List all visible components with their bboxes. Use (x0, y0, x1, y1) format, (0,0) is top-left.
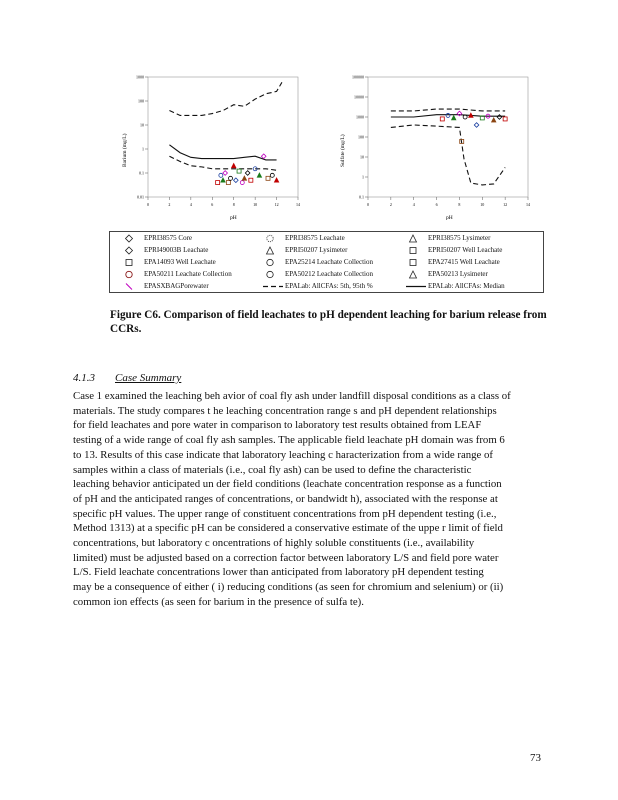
y-tick-label: 1 (142, 146, 144, 152)
paragraph-line: common ion effects (as seen for barium in the presence of sulfa te). (73, 595, 364, 608)
paragraph-line: materials. The study compares t he leaching concentration range s and pH dependent relationships (73, 404, 497, 417)
circle-marker-icon (263, 269, 283, 280)
y-tick-label: 1 (362, 174, 364, 180)
paragraph-line: Method 1313) at a specific pH can be considered a conservative estimate of the uppe r limit of field (73, 522, 503, 535)
diamond-marker-icon (122, 245, 142, 256)
y-tick-label: 0.1 (359, 194, 364, 200)
paragraph-line: for field leachates and pore water in comparison to laboratory test results obtained from LEAF (73, 419, 482, 432)
x-tick-label: 14 (526, 202, 530, 207)
barium-y-ticks (136, 75, 148, 200)
sulfate-chart (336, 72, 536, 222)
paragraph-line: specific pH values. The upper range of constituent concentrations from pH dependent testing (i.e., (73, 507, 497, 520)
y-tick-label: 0.01 (137, 194, 144, 200)
paragraph-line: of pH and the anticipated ranges of concentrations, or bandwidt h), associated with the response at (73, 492, 498, 505)
square-marker-icon (122, 257, 142, 268)
y-tick-label: 1000 (136, 74, 144, 80)
x-tick-label: 2 (168, 202, 171, 207)
square-marker-icon (406, 257, 426, 268)
x-tick-label: 6 (211, 202, 214, 207)
y-tick-label: 10000 (354, 94, 364, 100)
triangle-marker-icon (406, 269, 426, 280)
x-tick-label: 4 (189, 202, 192, 207)
x-tick-label: 10 (253, 202, 258, 207)
sulfate-x-ticks (367, 197, 530, 207)
y-tick-label: 100000 (352, 74, 364, 80)
y-tick-label: 1000 (356, 114, 364, 120)
sulfate-plot-area (368, 77, 528, 197)
sulfate-y-axis-label: Sulfate (mg/L) (340, 134, 346, 167)
y-tick-label: 10 (140, 122, 144, 128)
body-paragraph (73, 389, 548, 610)
triangle-marker-icon (406, 233, 426, 244)
section-number: 4.1.3 (73, 372, 95, 384)
diamond-marker-icon (122, 233, 142, 244)
paragraph-line: samples within a class of materials (i.e., coal fly ash) can be used to define the characteristic (73, 463, 472, 476)
paragraph-line: to 13. Results of this case indicate that laboratory leaching c haracterization from a wide range of (73, 448, 494, 461)
sulfate-x-axis-label: pH (446, 215, 453, 221)
figure-caption: Figure C6. Comparison of field leachates to pH dependent leaching for barium release from CCRs. (110, 309, 547, 335)
barium-chart (118, 72, 308, 222)
sulfate-y-ticks (352, 75, 368, 200)
x-tick-label: 0 (147, 202, 149, 207)
slash-marker-icon (122, 281, 142, 292)
figure-legend: EPRI38575 Core EPRI38575 Leachate EPRI38575 Lysimeter EPRI49003B Leachate EPRI50207 Lysimeter EPRI50207 Well Leachate EPA14093 Well Leachate EPA25214 Leachate Collection EPA27415 Well Leachate EPA50211 Leachate Collection EPA50212 Leachate Collection EPA50213 Lysimeter EPASXBAGPorewater EPALab: AllCFAs: 5th, 95th % EPALab: AllCFAs: Median (109, 231, 544, 293)
y-tick-label: 100 (358, 134, 364, 140)
paragraph-line: limited) must be adjusted based on a correction factor between laboratory L/S and field pore water (73, 551, 499, 564)
dotted-circle-marker-icon (263, 233, 283, 244)
section-heading (73, 372, 181, 384)
x-tick-label: 8 (232, 202, 235, 207)
paragraph-line: may be a consequence of either ( i) reducing conditions (as seen for chromium and selenium) or (ii) (73, 581, 504, 594)
paragraph-line: leaching behavior anticipated un der field conditions (leachate concentration response as a function (73, 478, 502, 491)
page-number: 73 (530, 752, 541, 764)
paragraph-line: testing of a wide range of coal fly ash samples. The applicable field leachate pH domain was from 6 (73, 434, 505, 447)
x-tick-label: 12 (274, 202, 279, 207)
barium-x-ticks (147, 197, 300, 207)
square-marker-icon (406, 245, 426, 256)
x-tick-label: 12 (503, 202, 508, 207)
y-tick-label: 100 (138, 98, 144, 104)
x-tick-label: 8 (458, 202, 461, 207)
paragraph-line: Case 1 examined the leaching beh avior of coal fly ash under landfill disposal conditions as a class of (73, 390, 511, 402)
y-tick-label: 0.1 (139, 170, 144, 176)
circle-marker-icon (263, 257, 283, 268)
paragraph-line: L/S. Field leachate concentrations lower than anticipated from laboratory pH dependent testing (73, 566, 484, 579)
x-tick-label: 10 (480, 202, 485, 207)
barium-y-axis-label: Barium (mg/L) (122, 133, 128, 167)
triangle-marker-icon (263, 245, 283, 256)
x-tick-label: 2 (389, 202, 392, 207)
x-tick-label: 6 (435, 202, 438, 207)
x-tick-label: 14 (296, 202, 300, 207)
x-tick-label: 4 (412, 202, 415, 207)
x-tick-label: 0 (367, 202, 369, 207)
barium-x-axis-label: pH (230, 215, 237, 221)
paragraph-line: concentrations, but laboratory c oncentrations of highly soluble constituents (i.e., availability (73, 537, 475, 550)
circle-marker-icon (122, 269, 142, 280)
section-title: Case Summary (115, 372, 182, 384)
y-tick-label: 10 (360, 154, 364, 160)
